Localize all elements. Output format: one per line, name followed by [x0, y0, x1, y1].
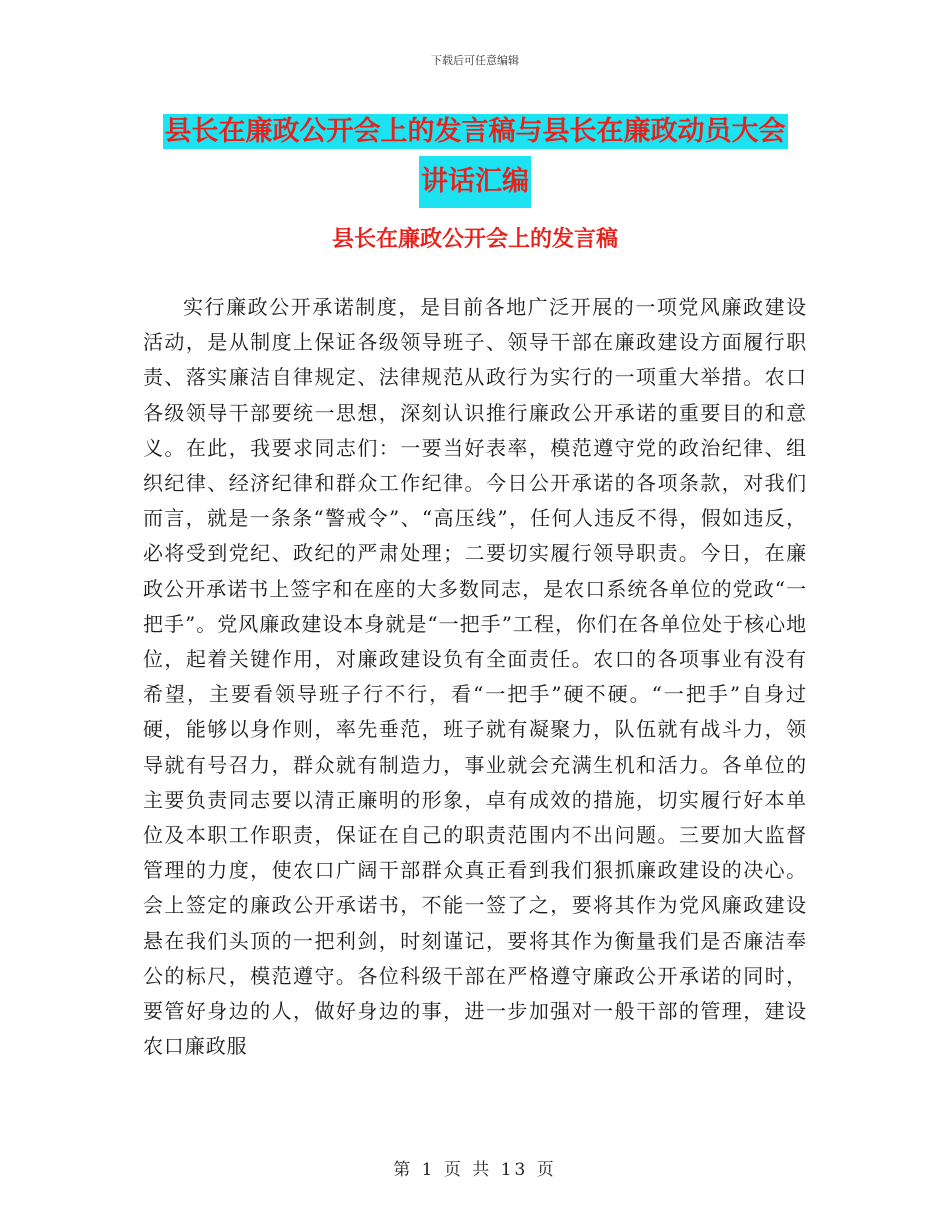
- document-title-line-1: 县长在廉政公开会上的发言稿与县长在廉政动员大会: [164, 116, 786, 147]
- document-title-line-2: 讲话汇编: [419, 156, 531, 208]
- section-title: 县长在廉政公开会上的发言稿: [331, 227, 618, 252]
- page-number-footer: 第 1 页 共 13 页: [393, 1160, 557, 1180]
- body-paragraph: 实行廉政公开承诺制度，是目前各地广泛开展的一项党风廉政建设活动，是从制度上保证各级领导班子、领导干部在廉政建设方面履行职责、落实廉洁自律规定、法律规范从政行为实行的一项重大举措。农口各级领导干部要统一思想，深刻认识推行廉政公开承诺的重要目的和意义。在此，我要求同志们：一要当好表率，模范遵守党的政治纪律、组织纪律、经济纪律和群众工作纪律。今日公开承诺的各项条款，对我们而言，就是一条条“警戒令”、“高压线”，任何人违反不得，假如违反，必将受到党纪、政纪的严肃处理；二要切实履行领导职责。今日，在廉政公开承诺书上签字和在座的大多数同志，是农口系统各单位的党政“一把手”。党风廉政建设本身就是“一把手”工程，你们在各单位处于核心地位，起着关键作用，对廉政建设负有全面责任。农口的各项事业有没有希望，主要看领导班子行不行，看“一把手”硬不硬。“一把手”自身过硬，能够以身作则，率先垂范，班子就有凝聚力，队伍就有战斗力，领导就有号召力，群众就有制造力，事业就会充满生机和活力。各单位的主要负责同志要以清正廉明的形象，卓有成效的措施，切实履行好本单位及本职工作职责，保证在自己的职责范围内不出问题。三要加大监督管理的力度，使农口广阔干部群众真正看到我们狠抓廉政建设的决心。会上签定的廉政公开承诺书，不能一签了之，要将其作为党风廉政建设悬在我们头顶的一把利剑，时刻谨记，要将其作为衡量我们是否廉洁奉公的标尺，模范遵守。各位科级干部在严格遵守廉政公开承诺的同时，要管好身边的人，做好身边的事，进一步加强对一般干部的管理，建设农口廉政服: [143, 295, 807, 1059]
- document-title: [140, 108, 810, 208]
- header-note: 下载后可任意编辑: [431, 54, 519, 67]
